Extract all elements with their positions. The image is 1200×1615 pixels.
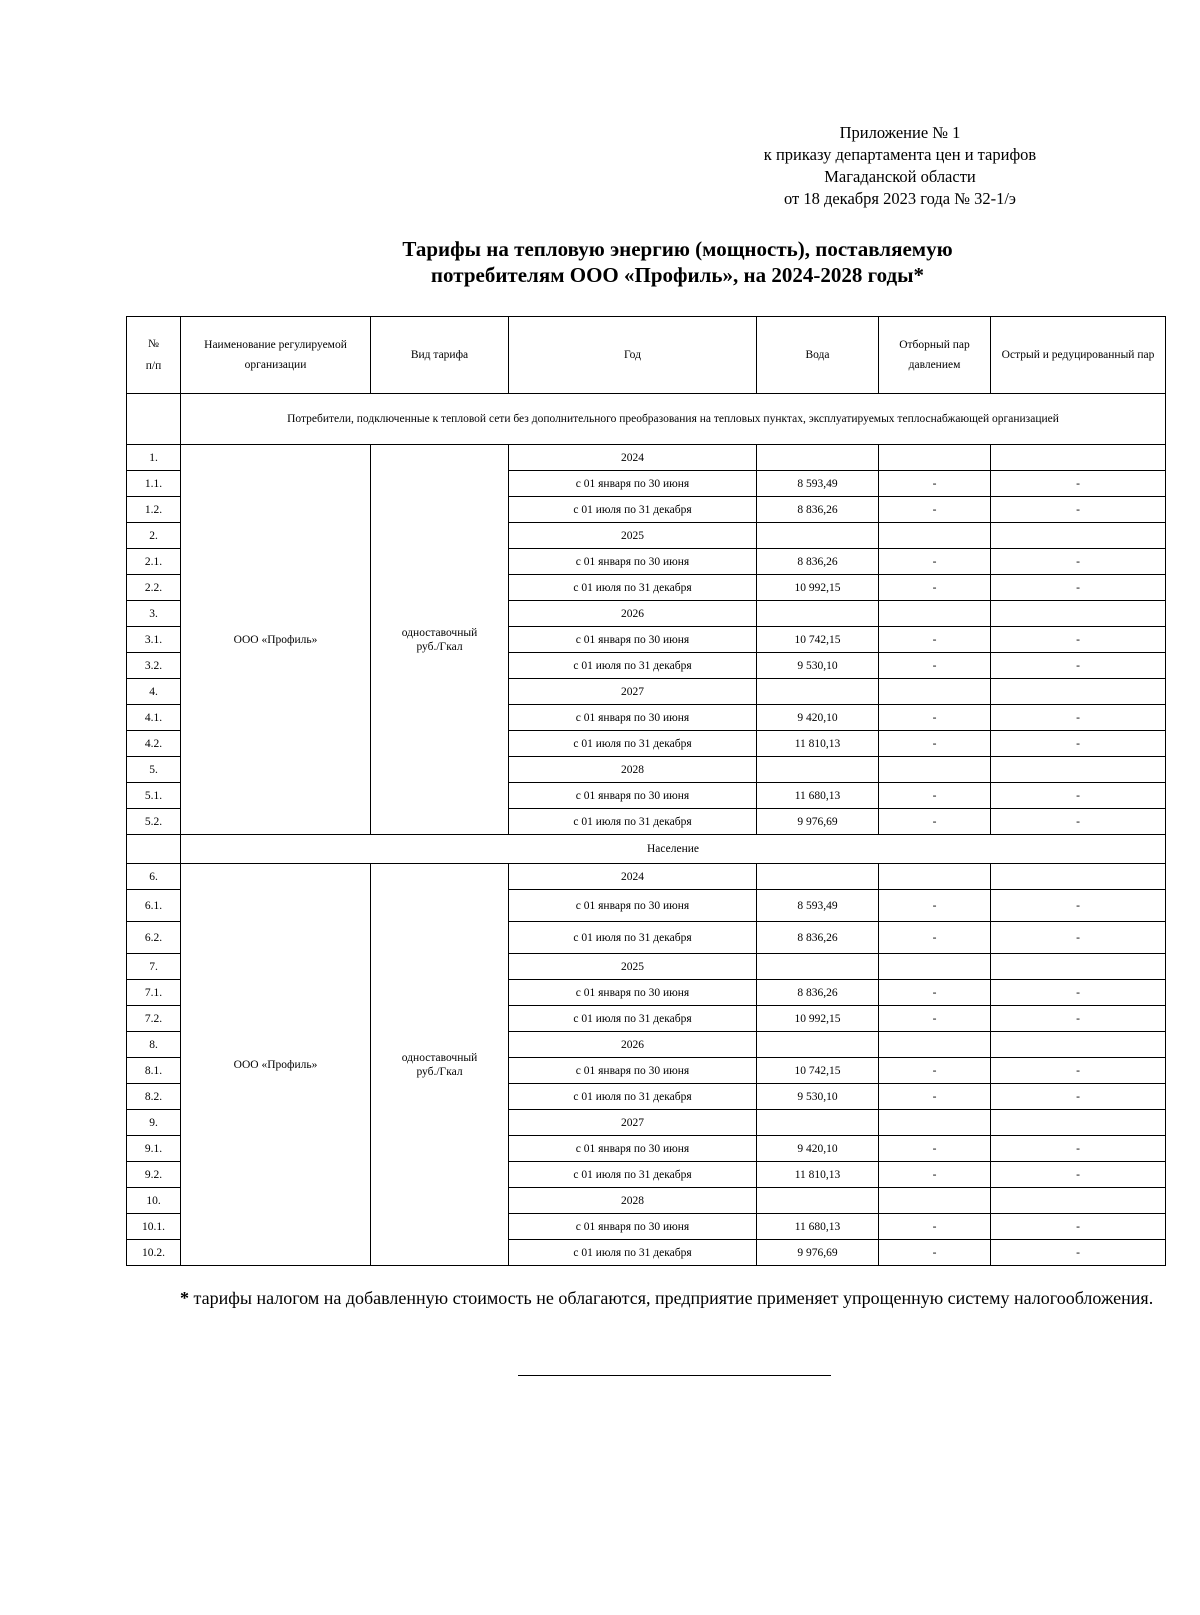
row-num: 2.1. bbox=[127, 549, 181, 575]
steam-selected-tariff: - bbox=[879, 1214, 991, 1240]
steam-selected-tariff: - bbox=[879, 705, 991, 731]
period-cell: с 01 января по 30 июня bbox=[509, 890, 757, 922]
water-tariff: 11 810,13 bbox=[757, 731, 879, 757]
period-cell: с 01 июля по 31 декабря bbox=[509, 653, 757, 679]
steam-selected-tariff bbox=[879, 523, 991, 549]
row-num: 9. bbox=[127, 1110, 181, 1136]
steam-selected-tariff: - bbox=[879, 1084, 991, 1110]
steam-selected-tariff bbox=[879, 1032, 991, 1058]
year-cell: 2024 bbox=[509, 864, 757, 890]
footnote bbox=[180, 1286, 1165, 1310]
period-cell: с 01 января по 30 июня bbox=[509, 471, 757, 497]
water-tariff: 8 836,26 bbox=[757, 980, 879, 1006]
appendix-block bbox=[700, 122, 1100, 210]
row-num: 2.2. bbox=[127, 575, 181, 601]
title-line-1: Тарифы на тепловую энергию (мощность), поставляемую bbox=[402, 237, 953, 261]
steam-sharp-tariff: - bbox=[991, 890, 1166, 922]
water-tariff: 8 836,26 bbox=[757, 922, 879, 954]
steam-sharp-tariff: - bbox=[991, 575, 1166, 601]
steam-sharp-tariff: - bbox=[991, 980, 1166, 1006]
steam-selected-tariff: - bbox=[879, 922, 991, 954]
steam-selected-tariff: - bbox=[879, 653, 991, 679]
section-label-num-cell bbox=[127, 394, 181, 445]
tariff-type bbox=[371, 445, 509, 835]
steam-selected-tariff: - bbox=[879, 783, 991, 809]
water-tariff: 11 680,13 bbox=[757, 783, 879, 809]
water-tariff: 9 420,10 bbox=[757, 705, 879, 731]
steam-selected-tariff bbox=[879, 954, 991, 980]
tariff-type-line-1: одноставочный bbox=[401, 1051, 478, 1064]
steam-sharp-tariff: - bbox=[991, 1084, 1166, 1110]
document-title bbox=[0, 236, 1200, 288]
year-cell: 2028 bbox=[509, 757, 757, 783]
period-cell: с 01 января по 30 июня bbox=[509, 1136, 757, 1162]
tariff-type-line-2: руб./Гкал bbox=[416, 640, 463, 653]
row-num: 1.1. bbox=[127, 471, 181, 497]
period-cell: с 01 июля по 31 декабря bbox=[509, 1162, 757, 1188]
year-cell: 2025 bbox=[509, 523, 757, 549]
year-cell: 2025 bbox=[509, 954, 757, 980]
steam-selected-tariff: - bbox=[879, 575, 991, 601]
header-steam-selected: Отборный пар давлением bbox=[879, 317, 991, 394]
steam-sharp-tariff bbox=[991, 1032, 1166, 1058]
org-name: ООО «Профиль» bbox=[181, 445, 371, 835]
section-label-num-cell bbox=[127, 835, 181, 864]
row-num: 1. bbox=[127, 445, 181, 471]
steam-selected-tariff bbox=[879, 1188, 991, 1214]
water-tariff bbox=[757, 1032, 879, 1058]
header-num: № п/п bbox=[127, 317, 181, 394]
steam-sharp-tariff bbox=[991, 679, 1166, 705]
steam-sharp-tariff: - bbox=[991, 1006, 1166, 1032]
steam-sharp-tariff bbox=[991, 1110, 1166, 1136]
water-tariff: 10 992,15 bbox=[757, 575, 879, 601]
steam-sharp-tariff: - bbox=[991, 705, 1166, 731]
row-num: 2. bbox=[127, 523, 181, 549]
signature-line bbox=[518, 1375, 831, 1376]
row-num: 5.1. bbox=[127, 783, 181, 809]
steam-sharp-tariff: - bbox=[991, 1058, 1166, 1084]
period-cell: с 01 января по 30 июня bbox=[509, 549, 757, 575]
table-row bbox=[127, 445, 1166, 471]
row-num: 6.2. bbox=[127, 922, 181, 954]
steam-sharp-tariff: - bbox=[991, 471, 1166, 497]
water-tariff: 11 810,13 bbox=[757, 1162, 879, 1188]
row-num: 7. bbox=[127, 954, 181, 980]
steam-selected-tariff: - bbox=[879, 1058, 991, 1084]
row-num: 9.2. bbox=[127, 1162, 181, 1188]
water-tariff bbox=[757, 445, 879, 471]
header-steam-sharp: Острый и редуцированный пар bbox=[991, 317, 1166, 394]
row-num: 7.2. bbox=[127, 1006, 181, 1032]
period-cell: с 01 июля по 31 декабря bbox=[509, 575, 757, 601]
header-tariff-type: Вид тарифа bbox=[371, 317, 509, 394]
year-cell: 2024 bbox=[509, 445, 757, 471]
steam-sharp-tariff: - bbox=[991, 922, 1166, 954]
steam-selected-tariff bbox=[879, 679, 991, 705]
steam-sharp-tariff: - bbox=[991, 549, 1166, 575]
steam-selected-tariff: - bbox=[879, 1136, 991, 1162]
period-cell: с 01 января по 30 июня bbox=[509, 627, 757, 653]
year-cell: 2028 bbox=[509, 1188, 757, 1214]
tariff-type-line-1: одноставочный bbox=[401, 626, 478, 639]
water-tariff bbox=[757, 523, 879, 549]
row-num: 7.1. bbox=[127, 980, 181, 1006]
steam-sharp-tariff: - bbox=[991, 809, 1166, 835]
footnote-text: тарифы налогом на добавленную стоимость не облагаются, предприятие применяет упрощенную систему налогообложения. bbox=[193, 1288, 1154, 1308]
steam-selected-tariff: - bbox=[879, 471, 991, 497]
steam-sharp-tariff: - bbox=[991, 1240, 1166, 1266]
steam-sharp-tariff bbox=[991, 523, 1166, 549]
row-num: 3.1. bbox=[127, 627, 181, 653]
water-tariff: 8 593,49 bbox=[757, 471, 879, 497]
period-cell: с 01 января по 30 июня bbox=[509, 980, 757, 1006]
row-num: 10.1. bbox=[127, 1214, 181, 1240]
period-cell: с 01 июля по 31 декабря bbox=[509, 1006, 757, 1032]
table-row bbox=[127, 864, 1166, 890]
period-cell: с 01 января по 30 июня bbox=[509, 1214, 757, 1240]
water-tariff bbox=[757, 679, 879, 705]
section-label: Население bbox=[181, 835, 1166, 864]
row-num: 4.2. bbox=[127, 731, 181, 757]
period-cell: с 01 января по 30 июня bbox=[509, 705, 757, 731]
row-num: 10. bbox=[127, 1188, 181, 1214]
row-num: 10.2. bbox=[127, 1240, 181, 1266]
steam-selected-tariff: - bbox=[879, 980, 991, 1006]
steam-sharp-tariff bbox=[991, 445, 1166, 471]
steam-sharp-tariff: - bbox=[991, 1214, 1166, 1240]
water-tariff: 11 680,13 bbox=[757, 1214, 879, 1240]
header-water: Вода bbox=[757, 317, 879, 394]
header-org: Наименование регулируемой организации bbox=[181, 317, 371, 394]
water-tariff: 9 530,10 bbox=[757, 1084, 879, 1110]
tariff-table bbox=[126, 316, 1166, 1266]
steam-sharp-tariff: - bbox=[991, 653, 1166, 679]
water-tariff bbox=[757, 1188, 879, 1214]
row-num: 4. bbox=[127, 679, 181, 705]
row-num: 3. bbox=[127, 601, 181, 627]
water-tariff: 8 593,49 bbox=[757, 890, 879, 922]
steam-selected-tariff bbox=[879, 445, 991, 471]
steam-sharp-tariff: - bbox=[991, 783, 1166, 809]
water-tariff bbox=[757, 954, 879, 980]
period-cell: с 01 июля по 31 декабря bbox=[509, 1084, 757, 1110]
steam-selected-tariff bbox=[879, 864, 991, 890]
steam-selected-tariff: - bbox=[879, 1240, 991, 1266]
period-cell: с 01 июля по 31 декабря bbox=[509, 497, 757, 523]
water-tariff: 9 976,69 bbox=[757, 809, 879, 835]
org-name: ООО «Профиль» bbox=[181, 864, 371, 1266]
row-num: 4.1. bbox=[127, 705, 181, 731]
water-tariff: 9 976,69 bbox=[757, 1240, 879, 1266]
section-label-row bbox=[127, 394, 1166, 445]
period-cell: с 01 июля по 31 декабря bbox=[509, 731, 757, 757]
steam-sharp-tariff bbox=[991, 1188, 1166, 1214]
water-tariff bbox=[757, 601, 879, 627]
steam-selected-tariff: - bbox=[879, 809, 991, 835]
row-num: 8.2. bbox=[127, 1084, 181, 1110]
appendix-line-1: Приложение № 1 bbox=[839, 123, 961, 142]
footnote-star: * bbox=[180, 1288, 189, 1308]
appendix-line-3: Магаданской области bbox=[824, 167, 976, 186]
steam-selected-tariff bbox=[879, 1110, 991, 1136]
row-num: 3.2. bbox=[127, 653, 181, 679]
year-cell: 2027 bbox=[509, 679, 757, 705]
steam-sharp-tariff bbox=[991, 954, 1166, 980]
water-tariff: 8 836,26 bbox=[757, 497, 879, 523]
appendix-line-4: от 18 декабря 2023 года № 32-1/э bbox=[783, 189, 1017, 208]
tariff-type-line-2: руб./Гкал bbox=[416, 1065, 463, 1078]
period-cell: с 01 июля по 31 декабря bbox=[509, 1240, 757, 1266]
steam-sharp-tariff: - bbox=[991, 627, 1166, 653]
year-cell: 2026 bbox=[509, 601, 757, 627]
steam-sharp-tariff: - bbox=[991, 1136, 1166, 1162]
row-num: 5.2. bbox=[127, 809, 181, 835]
year-cell: 2027 bbox=[509, 1110, 757, 1136]
water-tariff: 9 530,10 bbox=[757, 653, 879, 679]
water-tariff bbox=[757, 1110, 879, 1136]
steam-sharp-tariff: - bbox=[991, 1162, 1166, 1188]
header-year: Год bbox=[509, 317, 757, 394]
water-tariff: 8 836,26 bbox=[757, 549, 879, 575]
steam-selected-tariff: - bbox=[879, 627, 991, 653]
period-cell: с 01 июля по 31 декабря bbox=[509, 922, 757, 954]
period-cell: с 01 января по 30 июня bbox=[509, 783, 757, 809]
row-num: 6.1. bbox=[127, 890, 181, 922]
row-num: 8. bbox=[127, 1032, 181, 1058]
steam-selected-tariff: - bbox=[879, 890, 991, 922]
row-num: 5. bbox=[127, 757, 181, 783]
water-tariff: 9 420,10 bbox=[757, 1136, 879, 1162]
steam-selected-tariff: - bbox=[879, 549, 991, 575]
steam-sharp-tariff bbox=[991, 601, 1166, 627]
steam-sharp-tariff: - bbox=[991, 731, 1166, 757]
year-cell: 2026 bbox=[509, 1032, 757, 1058]
water-tariff: 10 742,15 bbox=[757, 1058, 879, 1084]
period-cell: с 01 июля по 31 декабря bbox=[509, 809, 757, 835]
section-label: Потребители, подключенные к тепловой сети без дополнительного преобразования на тепловых пунктах, эксплуатируемых теплоснабжающей организацией bbox=[181, 394, 1166, 445]
tariff-type bbox=[371, 864, 509, 1266]
appendix-line-2: к приказу департамента цен и тарифов bbox=[763, 145, 1037, 164]
section-label-row bbox=[127, 835, 1166, 864]
steam-sharp-tariff bbox=[991, 864, 1166, 890]
steam-sharp-tariff: - bbox=[991, 497, 1166, 523]
row-num: 8.1. bbox=[127, 1058, 181, 1084]
steam-sharp-tariff bbox=[991, 757, 1166, 783]
steam-selected-tariff bbox=[879, 757, 991, 783]
period-cell: с 01 января по 30 июня bbox=[509, 1058, 757, 1084]
steam-selected-tariff: - bbox=[879, 497, 991, 523]
row-num: 6. bbox=[127, 864, 181, 890]
water-tariff bbox=[757, 757, 879, 783]
water-tariff bbox=[757, 864, 879, 890]
steam-selected-tariff: - bbox=[879, 731, 991, 757]
row-num: 9.1. bbox=[127, 1136, 181, 1162]
table-header-row bbox=[127, 317, 1166, 394]
steam-selected-tariff bbox=[879, 601, 991, 627]
steam-selected-tariff: - bbox=[879, 1162, 991, 1188]
water-tariff: 10 992,15 bbox=[757, 1006, 879, 1032]
row-num: 1.2. bbox=[127, 497, 181, 523]
title-line-2: потребителям ООО «Профиль», на 2024-2028 годы* bbox=[430, 263, 925, 287]
steam-selected-tariff: - bbox=[879, 1006, 991, 1032]
water-tariff: 10 742,15 bbox=[757, 627, 879, 653]
